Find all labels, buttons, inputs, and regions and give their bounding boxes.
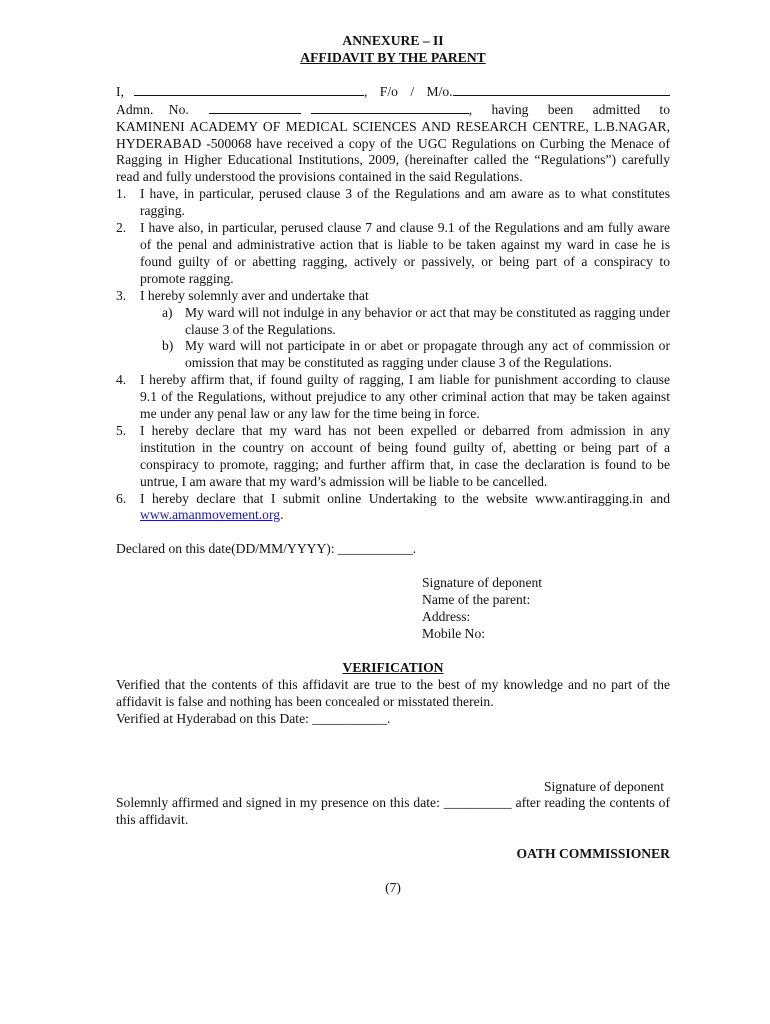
oath-commissioner-label: OATH COMMISSIONER [516, 846, 670, 862]
intro-line-2 [116, 101, 670, 119]
parent-of-blank [453, 83, 670, 96]
name-blank-1 [134, 83, 210, 96]
clause-item: 1. I have, in particular, perused clause 3 of the Regulations and am aware as to what constitutes ragging. [116, 186, 670, 219]
verification-date-line: Verified at Hyderabad on this Date: ___________. [116, 710, 391, 726]
document-body [116, 33, 670, 897]
declared-date-line: Declared on this date(DD/MM/YYYY): ___________. [116, 541, 417, 557]
verification-heading: VERIFICATION [342, 659, 444, 675]
subclause-item: a) My ward will not indulge in any behavior or act that may be constituted as ragging under clause 3 of the Regulations. [162, 304, 670, 337]
page-number: (7) [385, 880, 401, 896]
annexure-heading: ANNEXURE – II [342, 33, 444, 48]
parent-name-label: Name of the parent: [422, 592, 531, 608]
student-name-blank [311, 101, 469, 114]
subclause-list [140, 305, 670, 373]
clause-item: 2. I have also, in particular, perused clause 7 and clause 9.1 of the Regulations and am fully aware of the penal and administrative action that is liable to be taken against my ward in case he is found guilty of or abetting ragging, actively or passively, or being part of a conspiracy to promote ragging. [116, 220, 670, 286]
deponent-signature-label: Signature of deponent [422, 575, 543, 591]
affidavit-title: AFFIDAVIT BY THE PARENT [300, 49, 486, 65]
admn-label: Admn. No. [116, 101, 189, 117]
having-admitted-text: , having been admitted to [468, 101, 670, 117]
clause-item: 6. I hereby declare that I submit online Undertaking to the website www.antiragging.in and www.amanmovement.org. [116, 490, 670, 523]
clause-list [116, 186, 670, 524]
address-label: Address: [422, 609, 471, 625]
intro-line-1 [116, 83, 670, 101]
solemnly-affirmed-text: Solemnly affirmed and signed in my presence on this date: __________ after reading the contents of this affidavit. [116, 795, 670, 828]
deponent-block [422, 575, 670, 643]
name-blank-2 [210, 83, 364, 96]
mobile-label: Mobile No: [422, 626, 486, 641]
amanmovement-link[interactable]: www.amanmovement.org [140, 507, 281, 523]
i-label: I, [116, 83, 124, 99]
intro-paragraph: KAMINENI ACADEMY OF MEDICAL SCIENCES AND RESEARCH CENTRE, L.B.NAGAR, HYDERABAD -500068 have received a copy of the UGC Regulations on Curbing the Menace of Ragging in Higher Educational Institutions, 2009, (hereinafter called the “Regulations”) carefully read and fully understood the provisions contained in the said Regulations. [116, 118, 670, 185]
clause-item: 4. I hereby affirm that, if found guilty of ragging, I am liable for punishment according to clause 9.1 of the Regulations, without prejudice to any other criminal action that may be taken against me under any penal law or any law for the time being in force. [116, 372, 670, 422]
admn-number-blank [209, 101, 301, 114]
verification-text: Verified that the contents of this affidavit are true to the best of my knowledge and no part of the affidavit is false and nothing has been concealed or misstated therein. [116, 676, 670, 709]
deponent-signature-2: Signature of deponent [543, 778, 664, 794]
subclause-item: b) My ward will not participate in or abet or propagate through any act of commission or omission that may be constituted as ragging under clause 3 of the Regulations. [162, 338, 670, 371]
clause-item: 5. I hereby declare that my ward has not been expelled or debarred from admission in any institution in the country on account of being found guilty of, abetting or being part of a conspiracy to promote, ragging; and further affirm that, in case the declaration is found to be untrue, I am aware that my ward’s admission will be liable to be cancelled. [116, 422, 670, 489]
fo-mo-label: , F/o / M/o. [364, 83, 453, 99]
clause-item: 3. I hereby solemnly aver and undertake that a) My ward will not indulge in any behavior or act that may be constituted as ragging under clause 3 of the Regulations. b) My ward will not participate in or abet or propagate through any act of commission or omission that may be constituted as ragging under clause 3 of the Regulations. [116, 287, 670, 371]
